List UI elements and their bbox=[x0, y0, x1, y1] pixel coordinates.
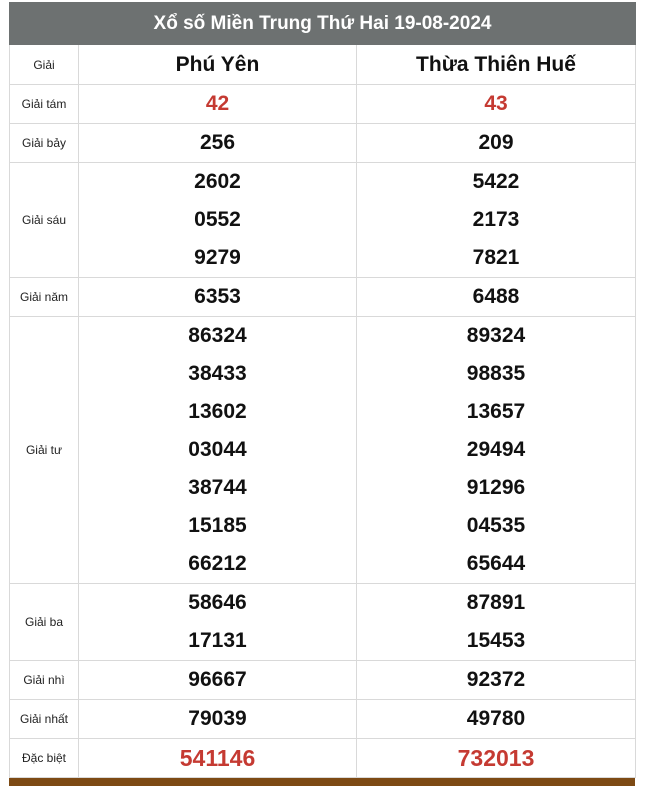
result-number: 17131 bbox=[188, 629, 247, 652]
prize-label: Giải ba bbox=[10, 584, 79, 661]
result-number: 0552 bbox=[194, 208, 241, 231]
result-number: 96667 bbox=[188, 668, 247, 691]
prize-label: Giải năm bbox=[10, 278, 79, 317]
result-number: 256 bbox=[199, 131, 236, 154]
prize-label: Giải nhì bbox=[10, 661, 79, 700]
result-number: 49780 bbox=[466, 707, 526, 730]
result-number: 66212 bbox=[188, 552, 247, 575]
result-number: 89324 bbox=[466, 324, 526, 347]
prize-column-header: Giải bbox=[10, 45, 79, 85]
results-container bbox=[9, 2, 635, 786]
result-number: 92372 bbox=[466, 668, 526, 691]
lottery-results-table bbox=[9, 2, 636, 778]
result-number: 03044 bbox=[188, 438, 247, 461]
result-number: 13657 bbox=[466, 400, 526, 423]
result-number: 79039 bbox=[188, 707, 247, 730]
result-number: 87891 bbox=[466, 591, 526, 614]
special-prize-number: 732013 bbox=[457, 745, 535, 771]
result-number: 6488 bbox=[472, 285, 520, 308]
prize-label: Giải sáu bbox=[10, 163, 79, 278]
result-number: 9279 bbox=[194, 246, 241, 269]
result-number: 209 bbox=[478, 131, 514, 154]
table-title: Xổ số Miền Trung Thứ Hai 19-08-2024 bbox=[10, 3, 636, 45]
result-number: 7821 bbox=[472, 246, 520, 269]
result-number: 2602 bbox=[194, 170, 241, 193]
result-number: 15453 bbox=[466, 629, 526, 652]
prize-label: Giải nhất bbox=[10, 700, 79, 739]
result-number: 42 bbox=[205, 92, 230, 115]
province-header-phu-yen[interactable]: Phú Yên bbox=[79, 45, 357, 85]
result-number: 86324 bbox=[188, 324, 247, 347]
result-number: 38744 bbox=[188, 476, 247, 499]
province-header-thua-thien-hue[interactable]: Thừa Thiên Huế bbox=[357, 45, 636, 85]
prize-row-giai-sau bbox=[10, 163, 636, 278]
prize-row-giai-tu bbox=[10, 317, 636, 584]
prize-row-giai-bay bbox=[10, 124, 636, 163]
prize-row-giai-nhat bbox=[10, 700, 636, 739]
result-number: 91296 bbox=[466, 476, 526, 499]
result-number: 15185 bbox=[188, 514, 247, 537]
result-number: 6353 bbox=[194, 285, 241, 308]
result-number: 5422 bbox=[472, 170, 520, 193]
prize-label: Đặc biệt bbox=[10, 739, 79, 778]
result-number: 04535 bbox=[466, 514, 526, 537]
prize-row-giai-nam bbox=[10, 278, 636, 317]
prize-label: Giải bảy bbox=[10, 124, 79, 163]
result-number: 2173 bbox=[472, 208, 520, 231]
bottom-divider-bar bbox=[9, 778, 635, 786]
result-number: 13602 bbox=[188, 400, 247, 423]
prize-label: Giải tám bbox=[10, 85, 79, 124]
result-number: 98835 bbox=[466, 362, 526, 385]
prize-label: Giải tư bbox=[10, 317, 79, 584]
prize-row-giai-tam bbox=[10, 85, 636, 124]
prize-row-giai-ba bbox=[10, 584, 636, 661]
result-number: 29494 bbox=[466, 438, 526, 461]
special-prize-number: 541146 bbox=[179, 745, 256, 771]
result-number: 38433 bbox=[188, 362, 247, 385]
prize-row-dac-biet bbox=[10, 739, 636, 778]
result-number: 43 bbox=[484, 92, 508, 115]
prize-row-giai-nhi bbox=[10, 661, 636, 700]
result-number: 58646 bbox=[188, 591, 247, 614]
result-number: 65644 bbox=[466, 552, 526, 575]
